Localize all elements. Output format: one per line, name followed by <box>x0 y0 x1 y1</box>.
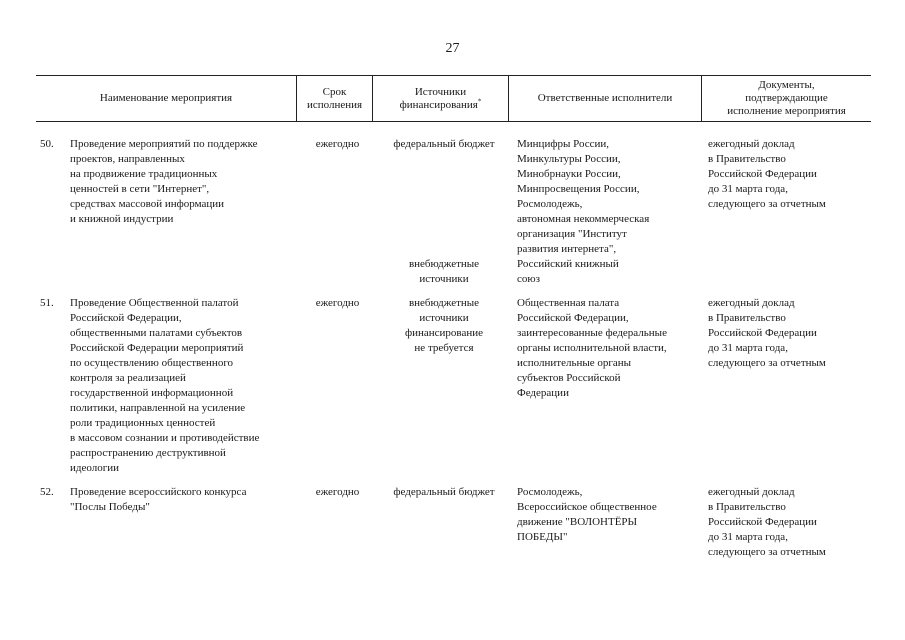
header-term-cell <box>297 76 372 121</box>
row-term: ежегодно <box>315 297 360 309</box>
row-number: 51. <box>40 297 54 309</box>
header-responsible-cell <box>509 76 701 121</box>
row-responsible: Росмолодежь, Всероссийское общественное движение "ВОЛОНТЁРЫ ПОБЕДЫ" <box>517 486 657 543</box>
header-documents-cell <box>702 76 871 121</box>
header-responsible: Ответственные исполнители <box>537 92 673 104</box>
table-header-bottom-rule <box>36 121 871 122</box>
header-sources-cell <box>373 76 508 121</box>
row-documents: ежегодный доклад в Правительство Российской Федерации до 31 марта года, следующего за отчетным <box>708 297 826 369</box>
header-sources-footnote-mark: * <box>477 96 482 105</box>
row-funding-source: федеральный бюджет <box>393 486 495 498</box>
row-documents: ежегодный доклад в Правительство Российской Федерации до 31 марта года, следующего за отчетным <box>708 138 826 210</box>
row-funding-source-extra: внебюджетные источники <box>408 258 480 285</box>
header-documents: Документы, подтверждающие исполнение мероприятия <box>727 79 846 117</box>
row-responsible: Минцифры России, Минкультуры России, Минобрнауки России, Минпросвещения России, Росмолодежь, автономная некоммерческая организация "Институт развития интернета", Российский книжный союз <box>517 138 650 285</box>
row-funding-source: внебюджетные источники финансирование не требуется <box>404 297 484 354</box>
row-activity-name: Проведение мероприятий по поддержке проектов, направленных на продвижение традиционных ценностей в сети "Интернет", средствах массовой информации и книжной индустрии <box>70 138 258 225</box>
header-name-cell <box>36 76 296 121</box>
row-number: 52. <box>40 486 54 498</box>
page-number: 27 <box>445 41 460 56</box>
row-number: 50. <box>40 138 54 150</box>
row-responsible: Общественная палата Российской Федерации, заинтересованные федеральные органы исполнительной власти, исполнительные органы субъектов Российской Федерации <box>517 297 667 399</box>
row-documents: ежегодный доклад в Правительство Российской Федерации до 31 марта года, следующего за отчетным <box>708 486 826 558</box>
row-activity-name: Проведение всероссийского конкурса "Послы Победы" <box>70 486 247 513</box>
header-term: Срок исполнения <box>306 85 363 111</box>
row-funding-source: федеральный бюджет <box>393 138 495 150</box>
row-activity-name: Проведение Общественной палатой Российской Федерации, общественными палатами субъектов Российской Федерации мероприятий по осуществлению общественного контроля за реализацией государственной информационной политики, направленной на усиление роли традиционных ценностей в массовом сознании и противодействие распространению деструктивной идеологии <box>70 297 260 474</box>
header-sources: Источники финансирования <box>399 85 478 111</box>
row-term: ежегодно <box>315 486 360 498</box>
row-term: ежегодно <box>315 138 360 150</box>
header-name: Наименование мероприятия <box>99 92 233 104</box>
